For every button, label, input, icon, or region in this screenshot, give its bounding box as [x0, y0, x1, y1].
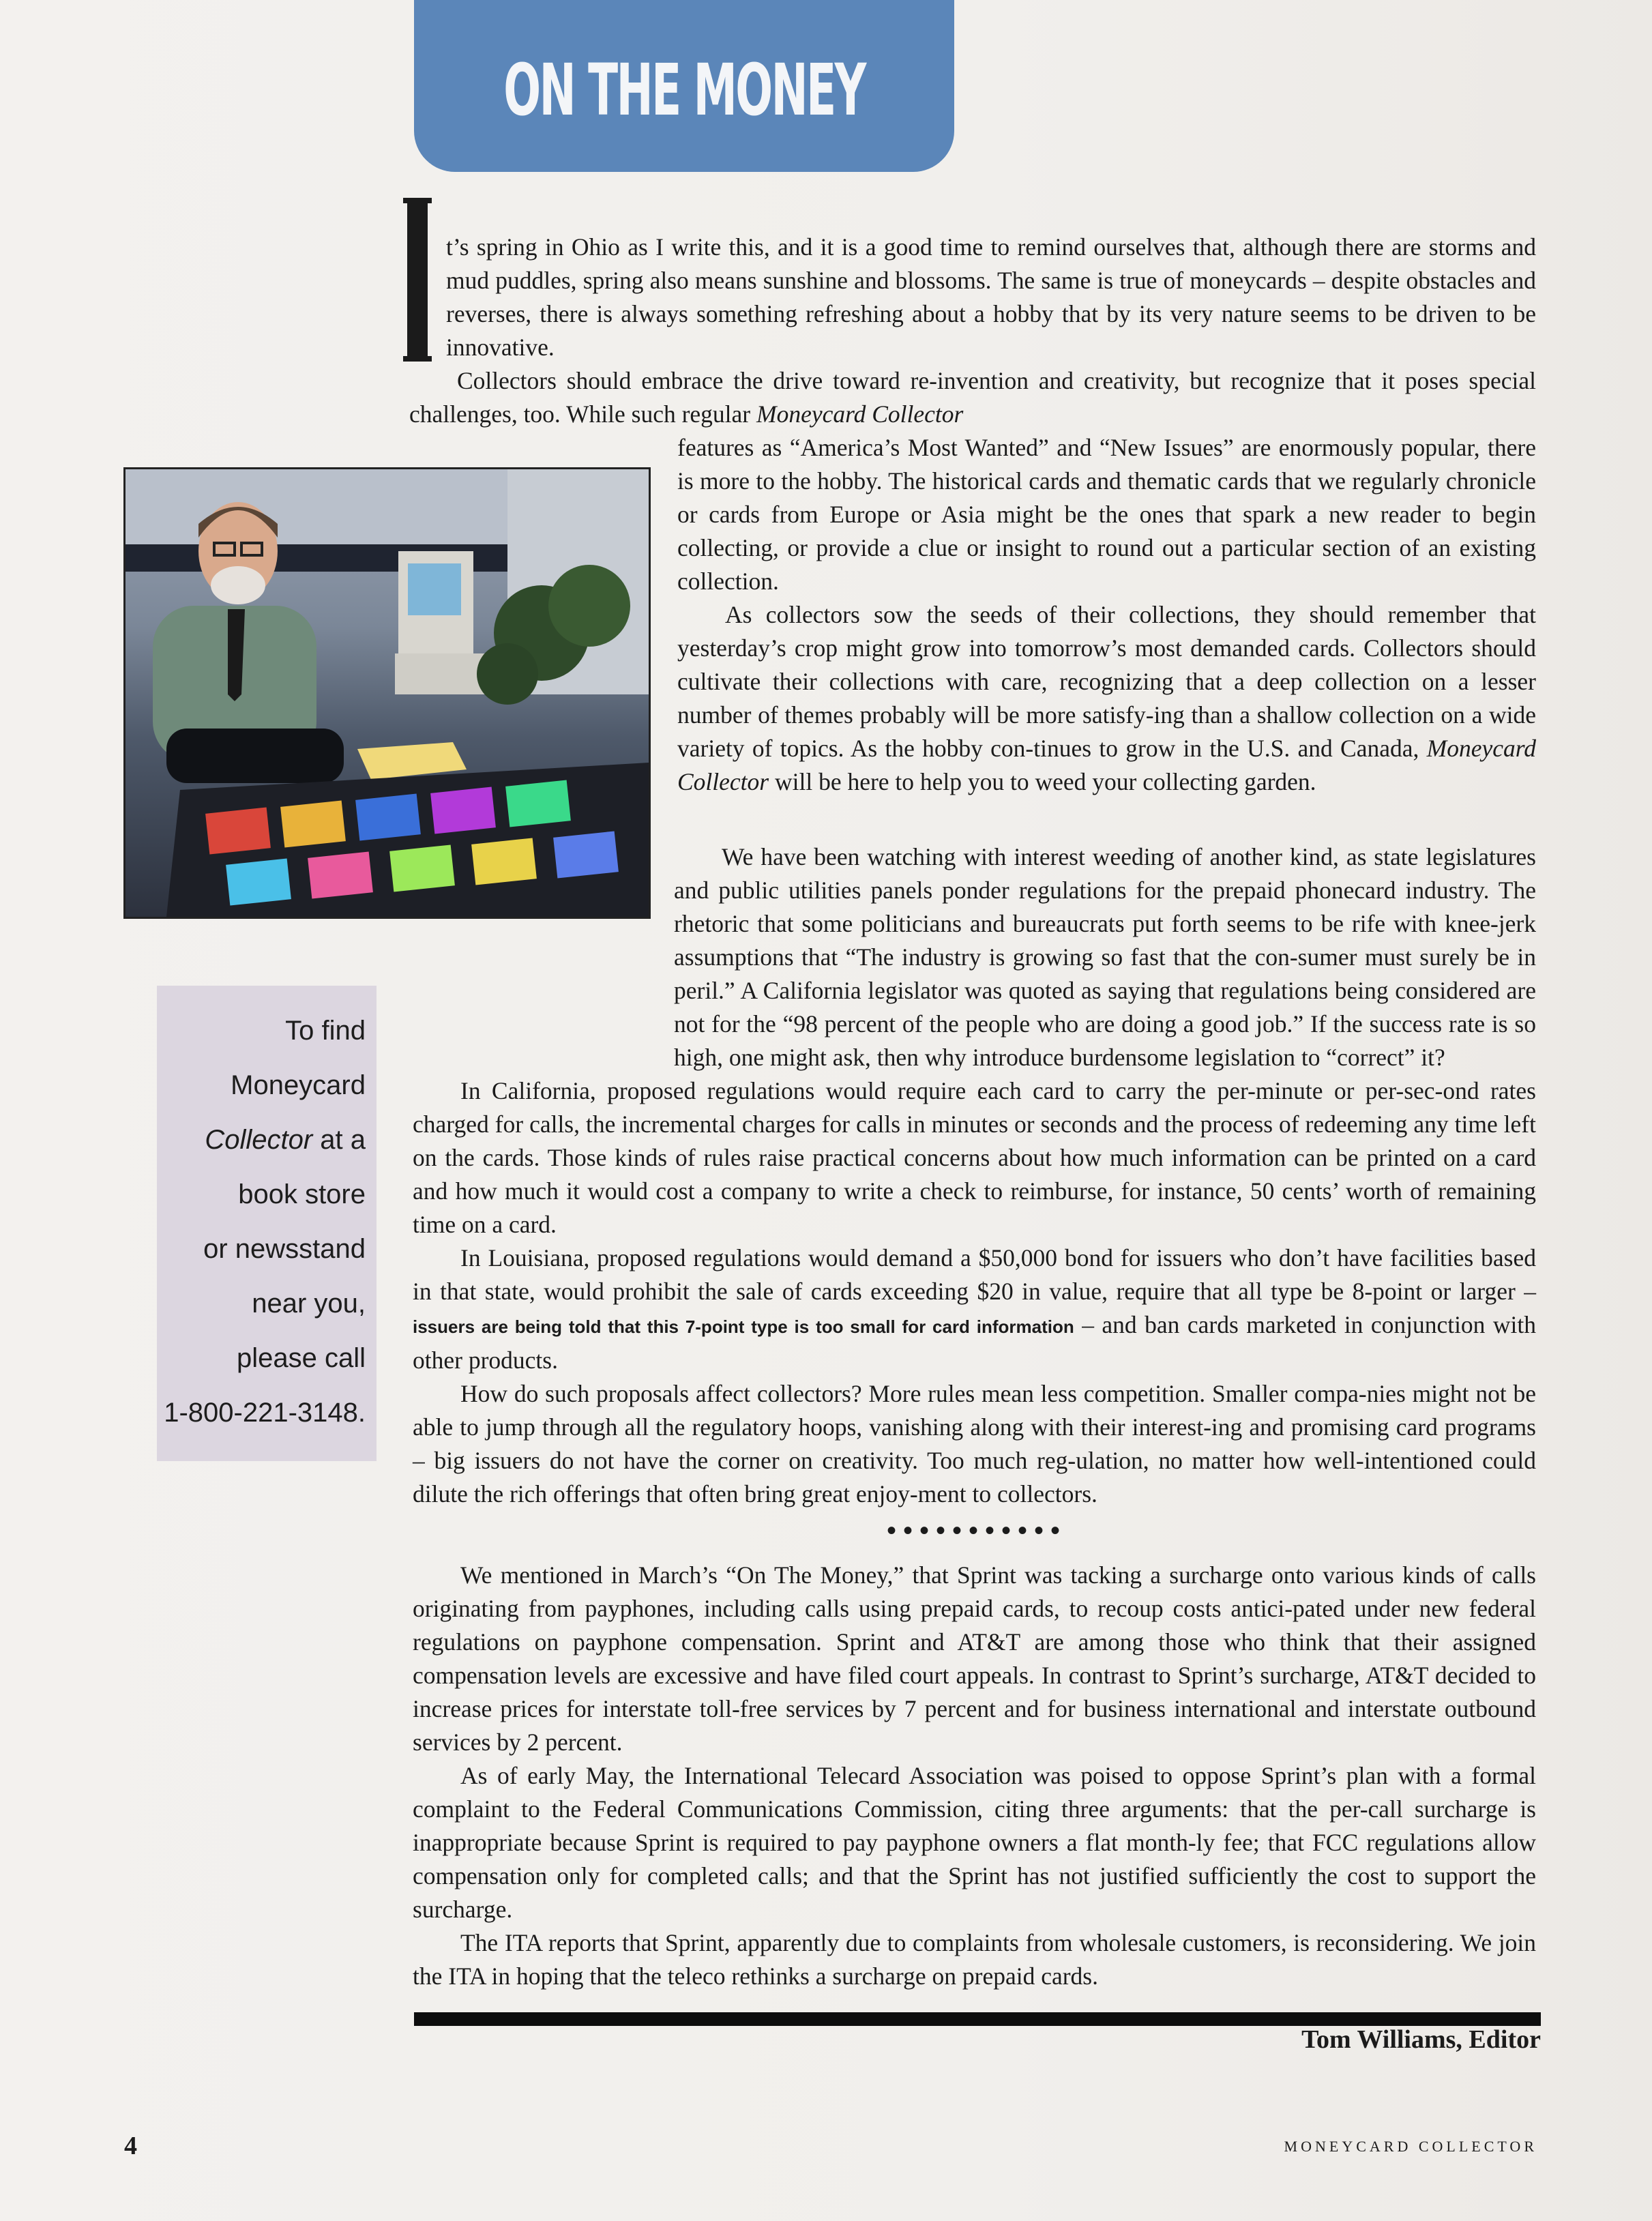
paragraph-3-text-a: As collectors sow the seeds of their collections, they should remember that yesterday’s crop might grow into tomorrow’s most demanded cards. Collectors should cultivate their collections with care, recognizing that a deep collection on a lesser number of themes probably will be more satisfy-ing than a shallow collection on a wide variety of topics. As the hobby con-tinues to grow in the U.S. and Canada, — [677, 601, 1536, 762]
paragraph-2-end: features as “America’s Most Wanted” and “New Issues” are enormously popular, there is more to the hobby. The historical cards and thematic cards that we regularly chronicle or cards from Europe or Asia might be the ones that spark a new reader to begin collecting, or provide a clue or insight to round out a particular section of an existing collection. — [677, 434, 1536, 595]
publication-name: MONEYCARD COLLECTOR — [1284, 2138, 1537, 2155]
column-header-banner — [414, 0, 954, 172]
paragraph-2-text-a: Collectors should embrace the drive toward re-invention and creativity, but recognize that it poses special challenges, too. While such regular — [409, 367, 1536, 428]
sidebar-line: To find — [285, 1016, 366, 1046]
paragraph-2-publication: Moneycard Collector — [756, 400, 964, 428]
paragraph-6 — [413, 1241, 1536, 1377]
article-top — [409, 231, 1536, 431]
sidebar-line: please call — [236, 1343, 366, 1373]
editor-signature: Tom Williams, Editor — [1301, 2025, 1541, 2054]
sidebar-line — [157, 1113, 366, 1167]
sidebar-line-rest: at a — [312, 1125, 366, 1155]
paragraph-7: How do such proposals affect collectors? More rules mean less competition. Smaller compa-nies might not be able to jump through all the regulatory hoops, vanishing along with their interest-ing and promising card programs – big issuers do not have the corner on creativity. Too much reg-ulation, no matter how well-intentioned could dilute the rich offerings that often bring great enjoy-ment to collectors. — [413, 1380, 1536, 1507]
paragraph-1: t’s spring in Ohio as I write this, and it is a good time to remind ourselves that, although there are storms and mud puddles, spring also means sunshine and blossoms. The same is true of moneycards – despite obstacles and reverses, there is always something refreshing about a hobby that by its very nature seems to be driven to be innovative. — [446, 233, 1536, 361]
subscription-sidebar — [157, 986, 377, 1461]
article-second-section — [413, 1559, 1536, 1993]
sidebar-line: Moneycard — [231, 1070, 366, 1100]
closing-rule — [414, 2012, 1541, 2026]
sidebar-line: near you, — [252, 1289, 366, 1319]
sidebar-line: book store — [238, 1179, 366, 1209]
paragraph-10: The ITA reports that Sprint, apparently due to complaints from wholesale customers, is reconsidering. We join the ITA in hoping that the teleco rethinks a surcharge on prepaid cards. — [413, 1929, 1536, 1990]
paragraph-2-start — [409, 364, 1536, 431]
paragraph-3-text-b: will be here to help you to weed your collecting garden. — [774, 768, 1316, 795]
paragraph-4: We have been watching with interest weeding of another kind, as state legislatures and public utilities panels ponder regulations for the prepaid phonecard industry. The rhetoric that some politicians and bureaucrats put forth seems to be rife with knee-jerk assumptions that “The industry is growing so fast that the con-sumer must surely be in peril.” A California legislator was quoted as saying that regulations being considered are not for the “98 percent of the people who are doing a good job.” If the success rate is so high, one might ask, then why introduce burdensome legislation to “correct” it? — [674, 843, 1536, 1071]
paragraph-6-text-b: – and ban cards marketed in conjunction with other products. — [413, 1311, 1537, 1374]
paragraph-8: We mentioned in March’s “On The Money,” that Sprint was tacking a surcharge onto various kinds of calls originating from payphones, including calls using prepaid cards, to recoup costs antici-pated under new federal regulations on payphone compensation. Sprint and AT&T are among those who think that their assigned compensation levels are excessive and have filed court appeals. In contrast to Sprint’s surcharge, AT&T decided to increase prices for interstate toll-free services by 7 percent and for business international and interstate outbound services by 2 percent. — [413, 1561, 1536, 1756]
paragraph-3-publication: Moneycard Collector — [677, 735, 1537, 795]
page-number: 4 — [124, 2132, 137, 2160]
sidebar-phone-number: 1-800-221-3148. — [164, 1398, 366, 1428]
sidebar-line-italic: Collector — [205, 1125, 313, 1155]
column-title: ON THE MONEY — [503, 48, 865, 132]
paragraph-9: As of early May, the International Telecard Association was poised to oppose Sprint’s plan with a formal complaint to the Federal Communications Commission, citing three arguments: that the per-call surcharge is inappropriate because Sprint is required to pay payphone owners a flat month-ly fee; that FCC regulations allow compensation only for completed calls; and that the Sprint has not justified sufficiently the cost to support the surcharge. — [413, 1762, 1536, 1923]
paragraph-5: In California, proposed regulations would require each card to carry the per-minute or per-sec-ond rates charged for calls, the incremental charges for calls in minutes or seconds and the process of redeeming any time left on the cards. Those kinds of rules raise practical concerns about how much information can be printed on a card and how much it would cost a company to write a check to reimburse, for instance, 50 cents’ worth of remaining time on a card. — [413, 1077, 1536, 1238]
article-lower-column — [413, 840, 1536, 1511]
paragraph-6-small-type: issuers are being told that this 7-point type is too small for card information — [413, 1317, 1074, 1337]
sidebar-line: or newsstand — [203, 1234, 366, 1264]
section-divider: ••••••••••• — [887, 1516, 1067, 1546]
article-narrow-column — [677, 431, 1536, 799]
paragraph-3 — [677, 598, 1536, 799]
paragraph-6-text-a: In Louisiana, proposed regulations would demand a $50,000 bond for issuers who don’t have facilities based in that state, would prohibit the sale of cards exceeding $20 in value, require that all type be 8-point or larger – — [413, 1244, 1536, 1305]
